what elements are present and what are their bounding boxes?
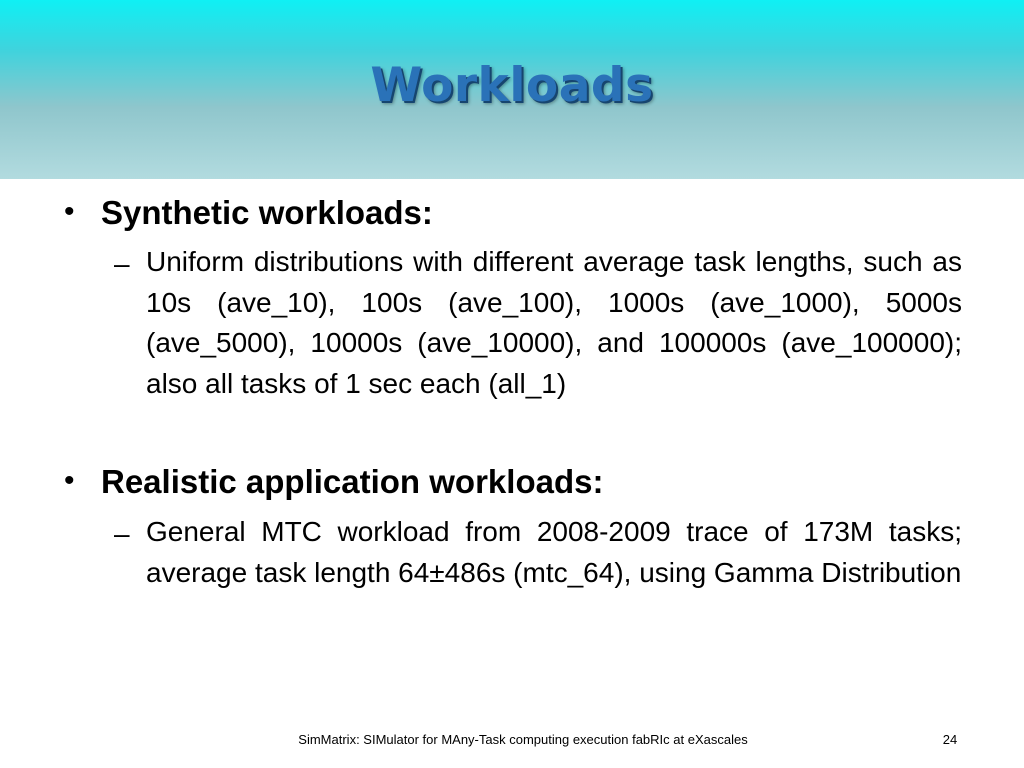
slide-title: Workloads (370, 58, 654, 113)
bullet-marker: • (64, 464, 75, 497)
dash-marker: – (114, 248, 130, 279)
sub-item-realistic: General MTC workload from 2008-2009 trace of 173M tasks; average task length 64±486s (mtc_64), using Gamma Distribution (146, 516, 962, 588)
page-number: 24 (942, 732, 958, 747)
bullet-heading-synthetic: Synthetic workloads: (101, 194, 433, 231)
sub-item-synthetic: Uniform distributions with different average task lengths, such as 10s (ave_10), 100s (ave_100), 1000s (ave_1000), 5000s (ave_5000), 10000s (ave_10000), and 100000s (ave_100000); also all tasks of 1 sec each (all_1) (146, 246, 962, 399)
bullet-heading-realistic: Realistic application workloads: (101, 463, 604, 500)
bullet-marker: • (64, 195, 75, 228)
footer-text: SimMatrix: SIMulator for MAny-Task computing execution fabRIc at eXascales (298, 732, 748, 747)
dash-marker: – (114, 518, 130, 549)
